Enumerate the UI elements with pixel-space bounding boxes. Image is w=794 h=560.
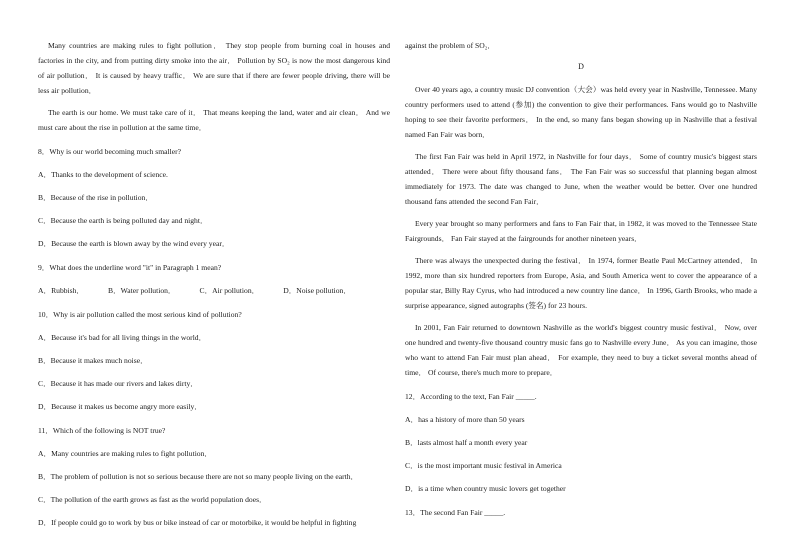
left-column (38, 38, 390, 530)
continuation-text: against the problem of SO₂． (405, 41, 495, 50)
question-13: 13．The second Fan Fair _____. (405, 508, 506, 517)
passage-paragraph: The earth is our home. We must take care of it． That means keeping the land, water and air clean． And we must care about the rise in pollution at the same time． (38, 108, 390, 132)
question-10: 10．Why is air pollution called the most serious kind of pollution? (38, 310, 242, 319)
section-heading: D (578, 62, 584, 71)
option-9b: B．Water pollution． (108, 286, 176, 295)
question-9: 9．What does the underline word "it" in Paragraph 1 mean? (38, 263, 222, 272)
passage-paragraph: There was always the unexpected during the festival． In 1974, former Beatle Paul McCartney attended． In 1992, more than six hundred reporters from Europe, Asia, and South America went to cover the appearance of a popular star, Billy Ray Cyrus, who had introduced a new country line dance． In 1996, Garth Brooks, who made a surprise appearance, signed autographs (签名) for 23 hours. (405, 256, 757, 310)
option-10c: C．Because it has made our rivers and lakes dirty． (38, 379, 198, 388)
option-10b: B．Because it makes much noise． (38, 356, 148, 365)
option-12a: A．has a history of more than 50 years (405, 415, 525, 424)
option-8a: A．Thanks to the development of science. (38, 170, 168, 179)
option-11a: A．Many countries are making rules to fight pollution． (38, 449, 212, 458)
option-11c: C．The pollution of the earth grows as fast as the world population does． (38, 495, 267, 504)
passage-paragraph: Every year brought so many performers and fans to Fan Fair that, in 1982, it was moved to the Tennessee State Fairgrounds． Fan Fair stayed at the fairgrounds for another nineteen years． (405, 219, 757, 243)
question-11: 11．Which of the following is NOT true? (38, 426, 166, 435)
passage-paragraph: The first Fan Fair was held in April 1972, in Nashville for four days． Some of country music's biggest stars attended． There were about fifty thousand fans． The Fan Fair was so successful that planning began almost immediately for 1973. The date was changed to June, when the weather would be better. Over one hundred thousand fans attended the second Fan Fair． (405, 152, 757, 206)
question-9-options (38, 283, 390, 298)
passage-paragraph: Over 40 years ago, a country music DJ convention（大会）was held every year in Nashville, Tennessee. Many country performers used to attend (参加) the convention to give their performances. Fans would go to Nashville hoping to see their favorite performers． In the end, so many fans began showing up in Nashville that a festival named Fan Fair was born． (405, 85, 757, 139)
question-8: 8．Why is our world becoming much smaller? (38, 147, 181, 156)
question-12: 12．According to the text, Fan Fair _____. (405, 392, 537, 401)
option-10a: A．Because it's bad for all living things in the world． (38, 333, 207, 342)
option-8c: C．Because the earth is being polluted day and night． (38, 216, 208, 225)
option-8b: B．Because of the rise in pollution． (38, 193, 153, 202)
right-column (405, 38, 757, 520)
passage-paragraph: In 2001, Fan Fair returned to downtown Nashville as the world's biggest country music festival． Now, over one hundred and twenty-five thousand country music fans go to Nashville every June． As you can imagine, those who want to attend Fan Fair must plan ahead． For example, they need to buy a ticket several months ahead of time． Of course, there's much more to prepare． (405, 323, 757, 377)
option-12c: C．is the most important music festival in America (405, 461, 562, 470)
option-8d: D．Because the earth is blown away by the wind every year． (38, 239, 230, 248)
option-10d: D．Because it makes us become angry more easily． (38, 402, 202, 411)
passage-paragraph: Many countries are making rules to fight pollution． They stop people from burning coal in houses and factories in the city, and from putting dirty smoke into the air． Pollution by SO₂ is now the most dangerous kind of air pollution． It is caused by heavy traffic． We are sure that if there are fewer people driving, there will be less air pollution． (38, 41, 390, 95)
option-9a: A．Rubbish． (38, 286, 84, 295)
option-12d: D．is a time when country music lovers get together (405, 484, 566, 493)
option-11d: D．If people could go to work by bus or bike instead of car or motorbike, it would be helpful in fighting (38, 518, 357, 527)
option-12b: B．lasts almost half a month every year (405, 438, 528, 447)
option-9c: C．Air pollution． (199, 286, 260, 295)
option-9d: D．Noise pollution． (283, 286, 351, 295)
option-11b: B．The problem of pollution is not so serious because there are not so many people living on the earth． (38, 472, 359, 481)
